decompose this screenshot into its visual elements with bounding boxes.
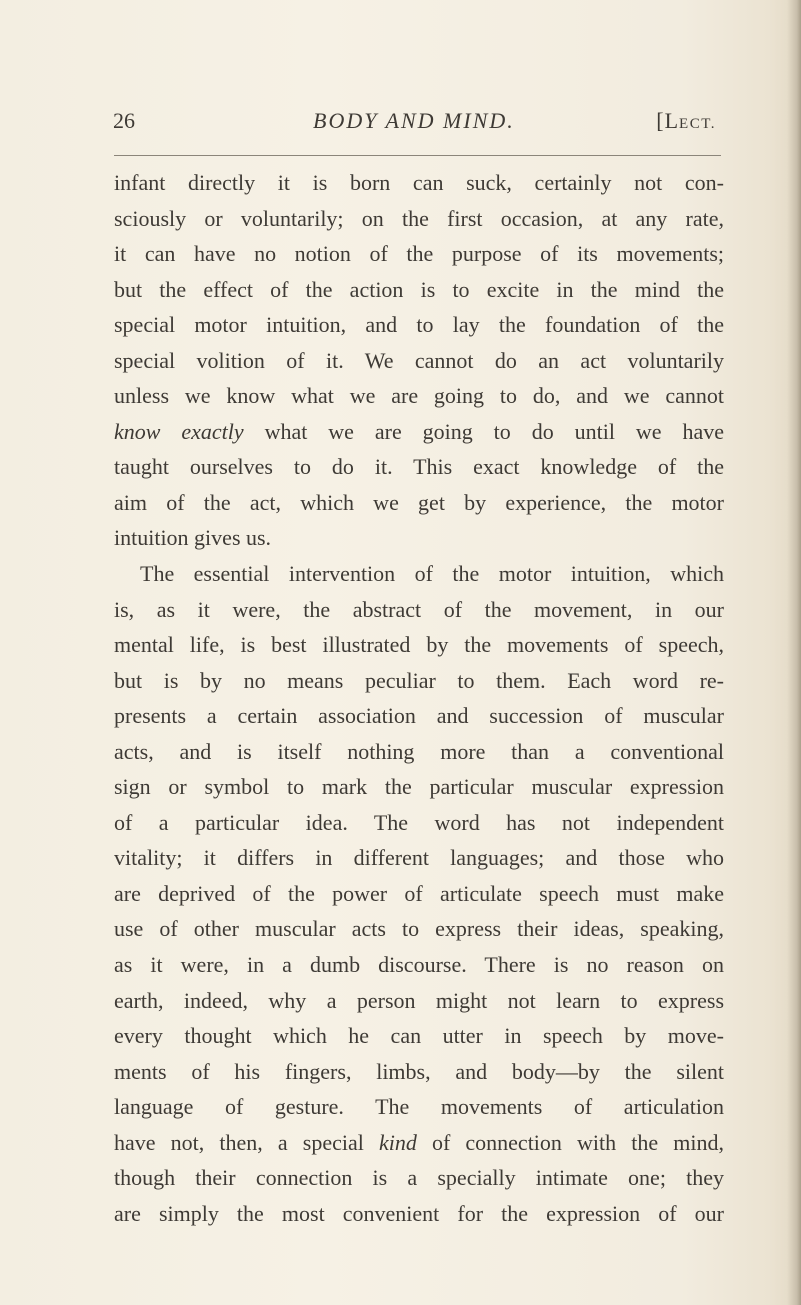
text-line: but is by no means peculiar to them. Each word re-: [114, 667, 724, 693]
text-line: sciously or voluntarily; on the first occasion, at any rate,: [114, 205, 724, 231]
text-line: aim of the act, which we get by experience, the motor: [114, 489, 724, 515]
text-line: infant directly it is born can suck, certainly not con-: [114, 170, 724, 195]
text-line: unless we know what we are going to do, and we cannot: [114, 383, 724, 409]
text-line: intuition gives us.: [114, 525, 272, 551]
paragraph-first-line: The essential intervention of the motor intuition, which: [140, 561, 724, 587]
page-edge-shadow: [787, 0, 801, 1305]
running-head: [113, 104, 716, 138]
text-line: earth, indeed, why a person might not learn to express: [114, 987, 724, 1013]
text-line: of a particular idea. The word has not independent: [114, 809, 724, 835]
text-line: every thought which he can utter in speech by move-: [114, 1023, 724, 1049]
text-line: mental life, is best illustrated by the movements of speech,: [114, 632, 724, 658]
header-rule: [114, 155, 721, 156]
body-text: [114, 165, 724, 1231]
lecture-label: [656, 104, 716, 141]
text-line: language of gesture. The movements of articulation: [114, 1094, 724, 1120]
text-line: special volition of it. We cannot do an act voluntarily: [114, 347, 724, 373]
text-line: taught ourselves to do it. This exact knowledge of the: [114, 454, 724, 480]
text-line: it can have no notion of the purpose of its movements;: [114, 241, 724, 267]
text-line: use of other muscular acts to express their ideas, speaking,: [114, 916, 724, 942]
text-line: are simply the most convenient for the expression of our: [114, 1200, 724, 1226]
text-line: sign or symbol to mark the particular muscular expression: [114, 774, 724, 800]
text-line: is, as it were, the abstract of the movement, in our: [114, 596, 724, 622]
emphasis-text: know exactly: [114, 418, 244, 444]
text-line: have not, then, a special kind of connection with the mind,: [114, 1129, 724, 1155]
text-line: are deprived of the power of articulate speech must make: [114, 880, 724, 906]
running-title: BODY AND MIND.: [313, 108, 515, 133]
text-line: vitality; it differs in different languages; and those who: [114, 845, 724, 871]
text-line: ments of his fingers, limbs, and body—by the silent: [114, 1058, 724, 1084]
text-line: but the effect of the action is to excite in the mind the: [114, 276, 724, 302]
text-line: acts, and is itself nothing more than a conventional: [114, 738, 724, 764]
text-line: as it were, in a dumb discourse. There is no reason on: [114, 952, 724, 978]
emphasis-text: kind: [378, 1129, 417, 1155]
page-number: 26: [113, 108, 135, 133]
text-line: though their connection is a specially intimate one; they: [114, 1165, 724, 1191]
text-line: special motor intuition, and to lay the foundation of the: [114, 312, 724, 338]
text-line: presents a certain association and succession of muscular: [114, 703, 724, 729]
lecture-abbrev: ECT.: [679, 116, 716, 132]
lecture-bracket: [L: [656, 108, 680, 133]
text-line: know exactly what we are going to do until we have: [114, 418, 724, 444]
